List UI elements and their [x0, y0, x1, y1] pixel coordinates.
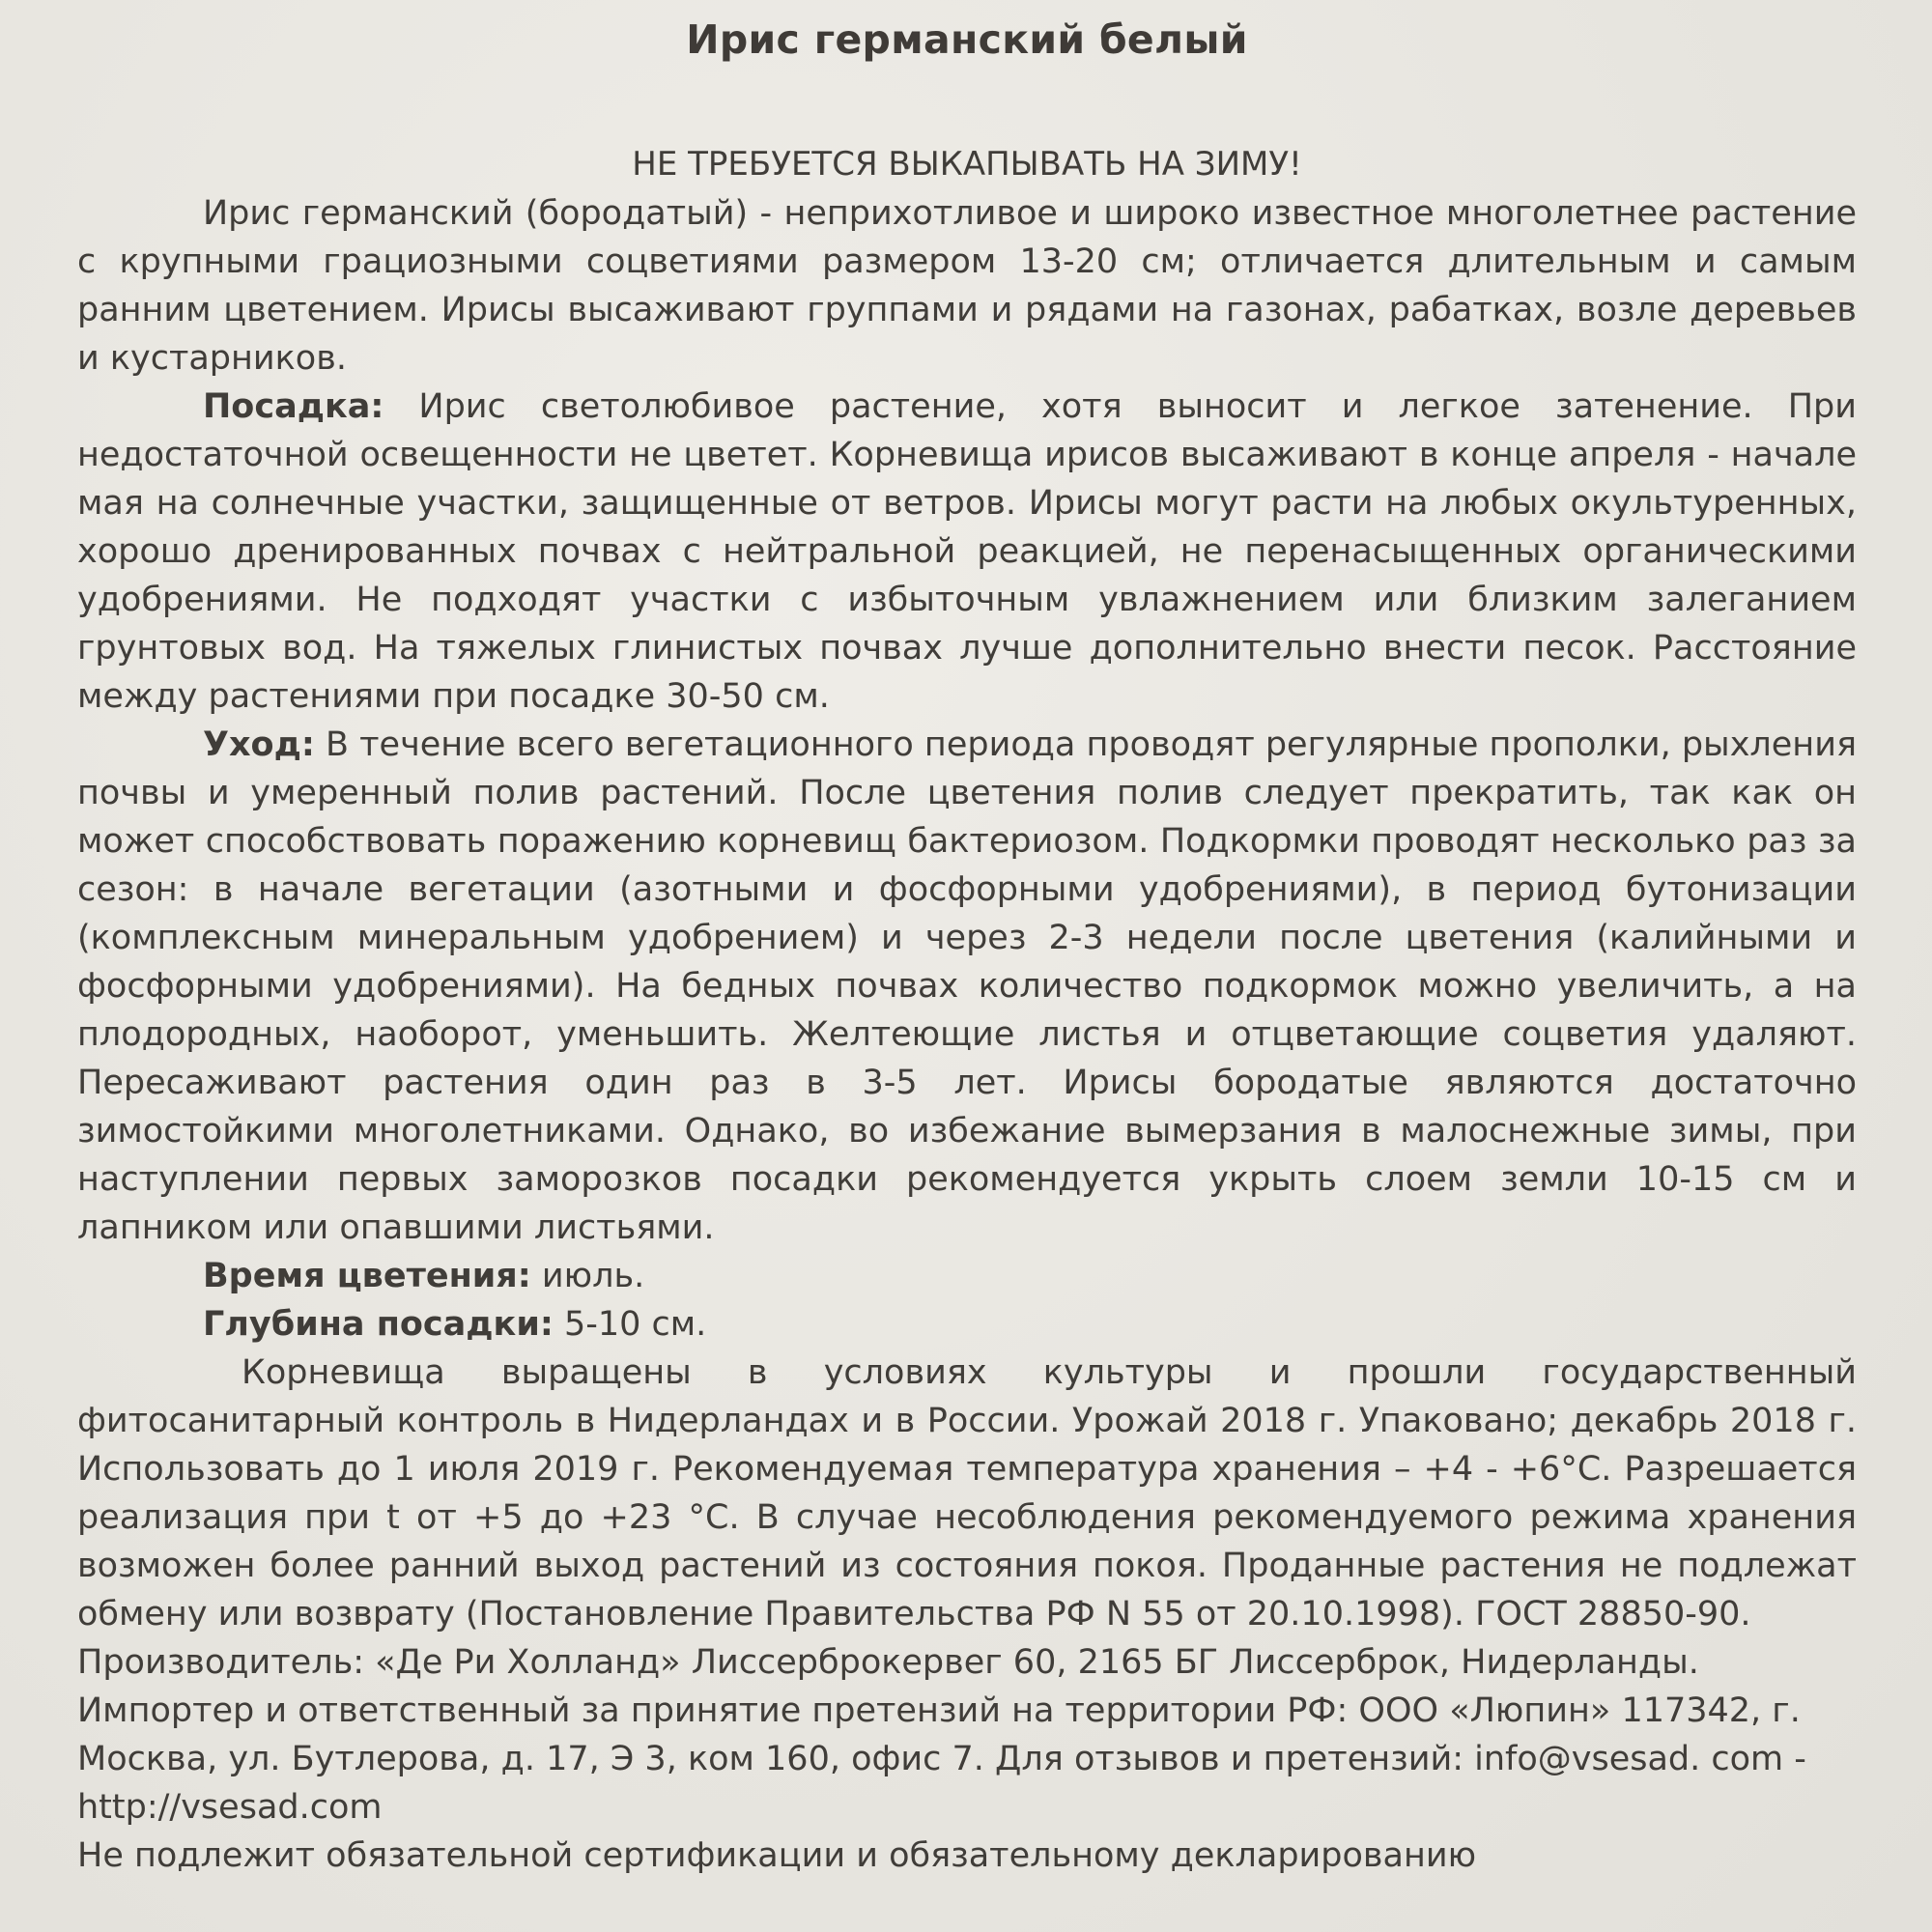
label-document	[77, 0, 1857, 1932]
winter-notice: НЕ ТРЕБУЕТСЯ ВЫКАПЫВАТЬ НА ЗИМУ!	[632, 145, 1302, 184]
planting-label: Посадка:	[203, 387, 384, 426]
certification-note: Не подлежит обязательной сертификации и обязательному декларированию	[77, 1836, 1477, 1875]
planting-depth-label: Глубина посадки:	[203, 1305, 554, 1344]
bloom-time-value: июль.	[530, 1257, 645, 1295]
planting-depth-value: 5-10 см.	[553, 1305, 707, 1344]
care-paragraph	[77, 721, 1857, 1252]
importer-info: Импортер и ответственный за принятие претензий на территории РФ: ООО «Люпин» 117342, г. Москва, ул. Бутлерова, д. 17, Э 3, ком 160, офис 7. Для отзывов и претензий: info@vsesad. com - http://vsesad.com	[77, 1691, 1806, 1827]
bloom-time-label: Время цветения:	[203, 1257, 531, 1295]
manufacturer-info: Производитель: «Де Ри Холланд» Лиссерброкервег 60, 2165 БГ Лиссерброк, Нидерланды.	[77, 1643, 1699, 1682]
care-text: В течение всего вегетационного периода проводят регулярные прополки, рыхления почвы и умеренный полив растений. После цветения полив следует прекратить, так как он может способствовать поражению корневищ бактериозом. Подкормки проводят несколько раз за сезон: в начале вегетации (азотными и фосфорными удобрениями), в период бутонизации (комплексным минеральным удобрением) и через 2-3 недели после цветения (калийными и фосфорными удобрениями). На бедных почвах количество подкормок можно увеличить, а на плодородных, наоборот, уменьшить. Желтеющие листья и отцветающие соцветия удаляют. Пересаживают растения один раз в 3-5 лет. Ирисы бородатые являются достаточно зимостойкими многолетниками. Однако, во избежание вымерзания в малоснежные зимы, при наступлении первых заморозков посадки рекомендуется укрыть слоем земли 10-15 см и лапником или опавшими листьями.	[77, 725, 1857, 1247]
bloom-time-line	[77, 1252, 1857, 1300]
planting-depth-line	[77, 1300, 1857, 1349]
document-title: Ирис германский белый	[686, 16, 1248, 63]
care-label: Уход:	[203, 725, 315, 764]
storage-paragraph: Корневища выращены в условиях культуры и прошли государственный фитосанитарный контроль в Нидерландах и в России. Урожай 2018 г. Упаковано; декабрь 2018 г. Использовать до 1 июля 2019 г. Рекомендуемая температура хранения – +4 - +6°С. Разрешается реализация при t от +5 до +23 °С. В случае несоблюдения рекомендуемого режима хранения возможен более ранний выход растений из состояния покоя. Проданные растения не подлежат обмену или возврату (Постановление Правительства РФ N 55 от 20.10.1998). ГОСТ 28850-90.	[77, 1353, 1857, 1634]
planting-text: Ирис светолюбивое растение, хотя выносит и легкое затенение. При недостаточной освещенности не цветет. Корневища ирисов высаживают в конце апреля - начале мая на солнечные участки, защищенные от ветров. Ирисы могут расти на любых окультуренных, хорошо дренированных почвах с нейтральной реакцией, не перенасыщенных органическими удобрениями. Не подходят участки с избыточным увлажнением или близким залеганием грунтовых вод. На тяжелых глинистых почвах лучше дополнительно внести песок. Расстояние между растениями при посадке 30-50 см.	[77, 387, 1857, 716]
intro-paragraph: Ирис германский (бородатый) - неприхотливое и широко известное многолетнее растение с крупными грациозными соцветиями размером 13-20 см; отличается длительным и самым ранним цветением. Ирисы высаживают группами и рядами на газонах, рабатках, возле деревьев и кустарников.	[77, 194, 1857, 378]
planting-paragraph	[77, 383, 1857, 721]
